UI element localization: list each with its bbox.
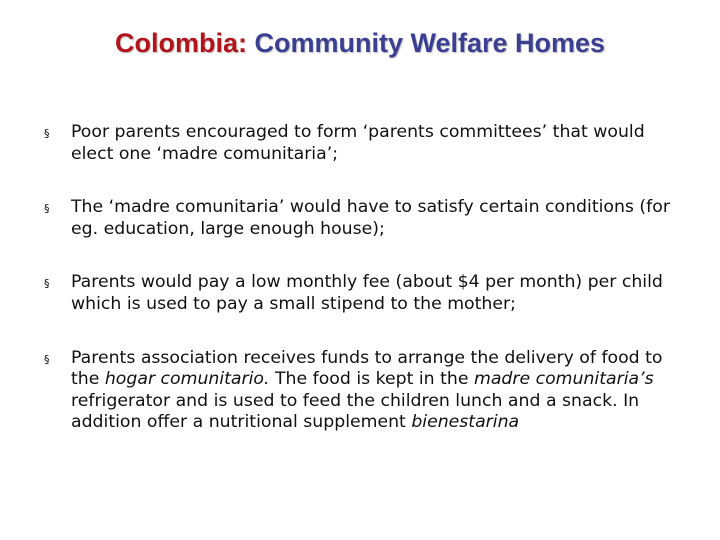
title-rest: Community Welfare Homes [254, 28, 606, 58]
bullet-text-italic: bienestarina [411, 412, 520, 433]
bullet-item-food-delivery [44, 348, 684, 434]
bullet-marker-icon: § [44, 277, 50, 291]
bullet-text: The ‘madre comunitaria’ would have to satisfy certain conditions (for eg. education, large enough house); [71, 197, 670, 239]
bullet-marker-icon: § [44, 352, 50, 366]
bullet-text: Parents would pay a low monthly fee (about $4 per month) per child which is used to pay a small stipend to the mother; [71, 272, 663, 314]
bullet-text-italic: hogar comunitario. [104, 369, 270, 390]
bullet-marker-icon: § [44, 127, 50, 140]
bullet-text: Poor parents encouraged to form ‘parents committees’ that would elect one ‘madre comunitaria’; [71, 122, 645, 164]
title-country: Colombia: [114, 28, 247, 58]
bullet-item-conditions [44, 197, 684, 240]
bullet-text-italic: madre comunitaria’s [473, 369, 654, 390]
bullet-list [44, 122, 684, 434]
bullet-marker-icon: § [44, 202, 50, 216]
bullet-text-part: Parents association receives funds to arrange the delivery of food to the [71, 347, 663, 390]
bullet-item-monthly-fee [44, 272, 684, 315]
bullet-text-part: refrigerator and is used to feed the children lunch and a snack. In addition offer a nutritional supplement [71, 390, 640, 433]
slide-title [0, 28, 720, 59]
bullet-text-part: The food is kept in the [269, 369, 474, 390]
bullet-item-parents-committees [44, 122, 684, 165]
